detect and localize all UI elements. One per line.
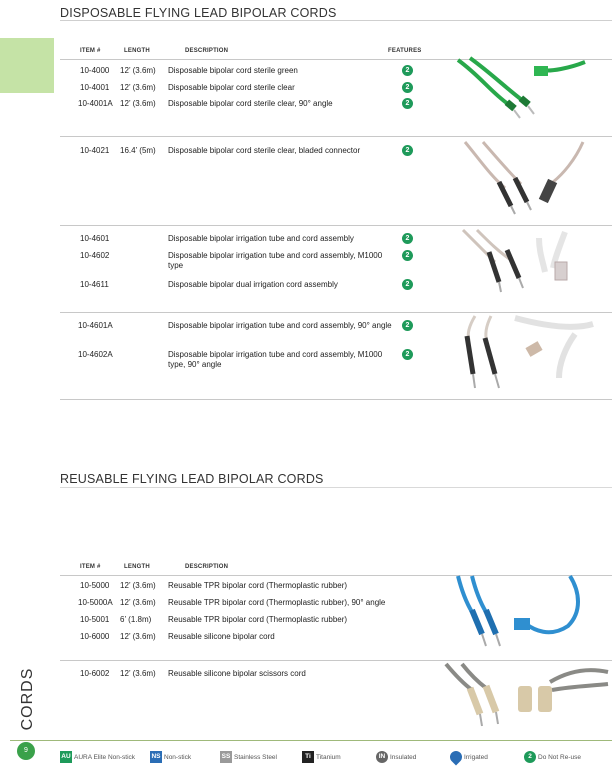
row-item: 10-4602 — [80, 251, 110, 260]
row-length: 12’ (3.6m) — [120, 99, 156, 108]
row-description: Disposable bipolar irrigation tube and cord assembly, M1000 type — [168, 251, 383, 270]
header-length: LENGTH — [124, 564, 150, 570]
legend-aura-elite — [60, 750, 135, 764]
row-item: 10-4001A — [78, 99, 113, 108]
row-length: 12’ (3.6m) — [120, 66, 156, 75]
non-stick-icon: NS — [150, 751, 162, 763]
top-rule — [60, 20, 612, 21]
section-divider — [60, 487, 612, 488]
row-item: 10-4000 — [80, 66, 110, 75]
do-not-reuse-icon: 2 — [402, 349, 413, 360]
do-not-reuse-icon: 2 — [402, 279, 413, 290]
do-not-reuse-icon: 2 — [402, 233, 413, 244]
do-not-reuse-icon: 2 — [402, 250, 413, 261]
do-not-reuse-icon: 2 — [402, 82, 413, 93]
legend-do-not-reuse — [524, 750, 581, 764]
legend-label: Titanium — [316, 753, 341, 761]
row-item: 10-6002 — [80, 669, 110, 678]
row-description: Reusable TPR bipolar cord (Thermoplastic rubber), 90° angle — [168, 598, 386, 607]
row-description: Reusable TPR bipolar cord (Thermoplastic rubber) — [168, 581, 348, 590]
row-length: 12’ (3.6m) — [120, 581, 156, 590]
header-features: FEATURES — [388, 48, 422, 54]
section-color-tab — [0, 38, 54, 93]
row-item: 10-4611 — [80, 280, 109, 289]
legend-stainless-steel — [220, 750, 277, 764]
row-length: 12’ (3.6m) — [120, 598, 156, 607]
blue-cord-photo — [450, 572, 600, 654]
legend-non-stick — [150, 750, 191, 764]
do-not-reuse-icon: 2 — [402, 98, 413, 109]
row-description: Reusable silicone bipolar scissors cord — [168, 669, 306, 678]
do-not-reuse-icon: 2 — [402, 145, 413, 156]
legend-insulated — [376, 750, 416, 764]
do-not-reuse-icon: 2 — [402, 320, 413, 331]
row-description: Disposable bipolar irrigation tube and cord assembly, M1000 type, 90° angle — [168, 350, 383, 369]
row-description: Reusable silicone bipolar cord — [168, 632, 275, 641]
row-item: 10-4001 — [80, 83, 110, 92]
insulated-icon: IN — [376, 751, 388, 763]
page-number: 9 — [17, 742, 35, 760]
group-rule — [60, 312, 612, 313]
header-item: ITEM # — [80, 48, 101, 54]
row-item: 10-4601 — [80, 234, 110, 243]
row-item: 10-4601A — [78, 321, 113, 330]
clear-bladed-cord-photo — [455, 140, 595, 218]
row-description: Reusable TPR bipolar cord (Thermoplastic rubber) — [168, 615, 348, 624]
header-description: DESCRIPTION — [185, 48, 229, 54]
legend-label: Do Not Re-use — [538, 753, 581, 761]
side-label-text: CORDS — [19, 667, 36, 731]
do-not-reuse-icon: 2 — [402, 65, 413, 76]
row-item: 10-5001 — [80, 615, 110, 624]
aura-elite-icon: AU — [60, 751, 72, 763]
footer-rule — [10, 740, 612, 741]
legend-label: AURA Elite Non-stick — [74, 753, 136, 761]
row-description: Disposable bipolar cord sterile clear, 90° angle — [168, 99, 333, 108]
legend-label: Non-stick — [164, 753, 192, 761]
row-length: 6’ (1.8m) — [120, 615, 152, 624]
group-rule — [60, 136, 612, 137]
group-rule — [60, 225, 612, 226]
titanium-icon: Ti — [302, 751, 314, 763]
row-item: 10-6000 — [80, 632, 110, 641]
header-item: ITEM # — [80, 564, 101, 570]
green-cord-photo — [450, 56, 590, 122]
row-item: 10-4602A — [78, 350, 113, 359]
legend-label: Stainless Steel — [234, 753, 277, 761]
row-length: 12’ (3.6m) — [120, 632, 156, 641]
row-item: 10-5000 — [80, 581, 110, 590]
legend-irrigated — [450, 750, 488, 764]
row-item: 10-4021 — [80, 146, 110, 155]
section2-title: REUSABLE FLYING LEAD BIPOLAR CORDS — [60, 472, 324, 486]
row-description: Disposable bipolar cord sterile clear — [168, 83, 295, 92]
row-item: 10-5000A — [78, 598, 113, 607]
group-rule — [60, 399, 612, 400]
row-description: Disposable bipolar dual irrigation cord assembly — [168, 280, 338, 289]
side-section-label — [8, 668, 48, 730]
header-description: DESCRIPTION — [185, 564, 229, 570]
row-description: Disposable bipolar irrigation tube and cord assembly — [168, 234, 354, 243]
row-description: Disposable bipolar cord sterile clear, bladed connector — [168, 146, 361, 155]
row-length: 12’ (3.6m) — [120, 669, 156, 678]
water-drop-icon — [448, 749, 465, 766]
legend-label: Insulated — [390, 753, 417, 761]
row-length: 12’ (3.6m) — [120, 83, 156, 92]
legend-titanium — [302, 750, 341, 764]
stainless-steel-icon: SS — [220, 751, 232, 763]
section1-title: DISPOSABLE FLYING LEAD BIPOLAR CORDS — [60, 6, 337, 20]
angled-irrigation-cord-photo — [455, 314, 595, 396]
irrigation-cord-photo — [455, 228, 595, 300]
legend-label: Irrigated — [464, 753, 488, 761]
scissors-cord-photo — [440, 660, 610, 730]
header-length: LENGTH — [124, 48, 150, 54]
do-not-reuse-icon: 2 — [524, 751, 536, 763]
row-description: Disposable bipolar cord sterile green — [168, 66, 298, 75]
row-length: 16.4’ (5m) — [120, 146, 156, 155]
row-description: Disposable bipolar irrigation tube and cord assembly, 90° angle — [168, 321, 392, 330]
